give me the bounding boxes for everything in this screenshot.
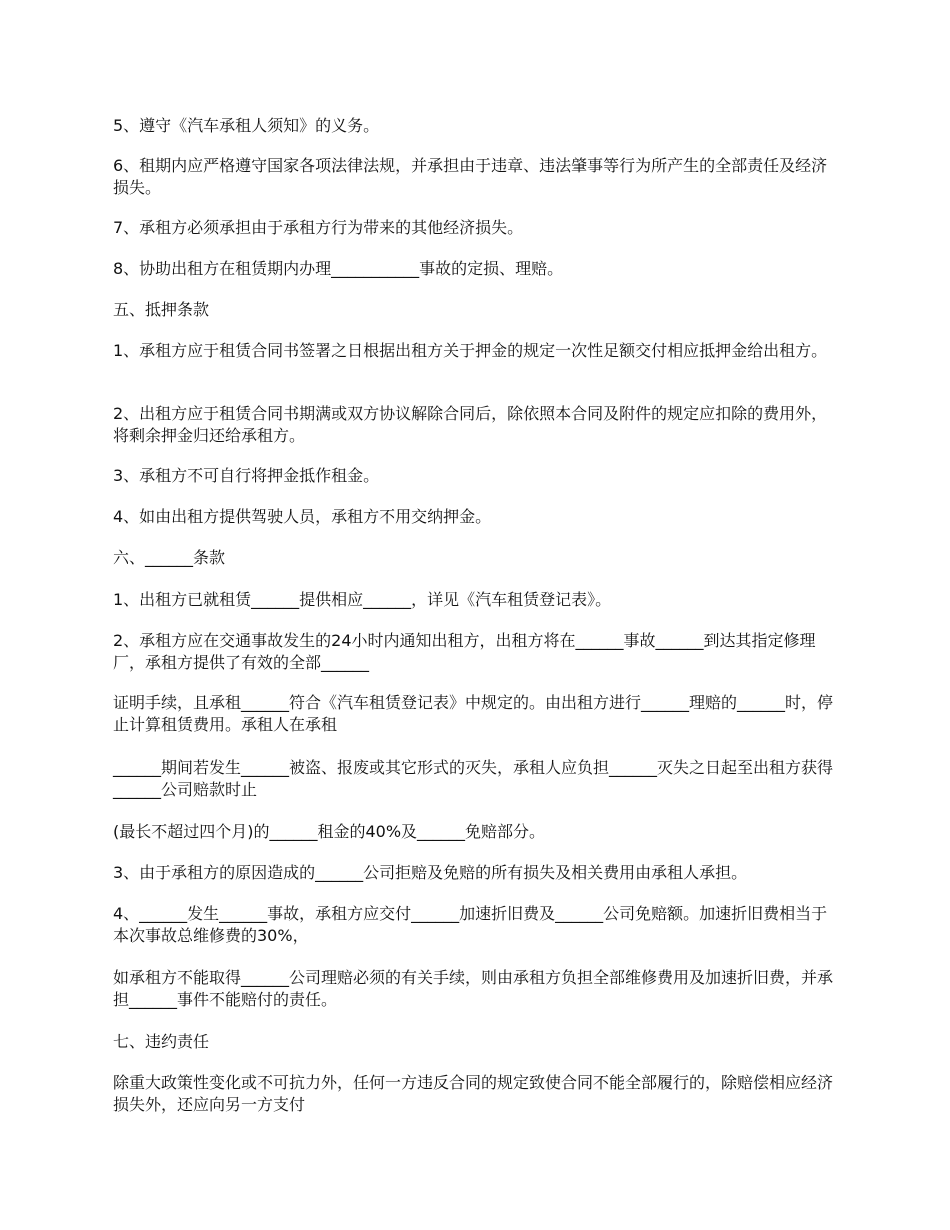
clause-5: 5、遵守《汽车承租人须知》的义务。	[113, 116, 380, 135]
insurance-clause-4-cont: 如承租方不能取得______公司理赔必须的有关手续，则由承租方负担全部维修费用及加速折旧费，并承担______事件不能赔付的责任。	[113, 968, 834, 1009]
clause-7: 7、承租方必须承担由于承租方行为带来的其他经济损失。	[113, 218, 524, 237]
deposit-clause-4: 4、如由出租方提供驾驶人员，承租方不用交纳押金。	[113, 507, 492, 526]
deposit-clause-2: 2、出租方应于租赁合同书期满或双方协议解除合同后，除依照本合同及附件的规定应扣除的费用外，将剩余押金归还给承租方。	[113, 404, 828, 445]
insurance-clause-2-cont-2: ______期间若发生______被盗、报废或其它形式的灭失，承租人应负担______灭失之日起至出租方获得______公司赔款时止	[113, 758, 834, 799]
clause-8: 8、协助出租方在租赁期内办理___________事故的定损、理赔。	[113, 259, 564, 278]
deposit-clause-3: 3、承租方不可自行将押金抵作租金。	[113, 466, 380, 485]
deposit-clause-1: 1、承租方应于租赁合同书签署之日根据出租方关于押金的规定一次性足额交付相应抵押金给出租方。	[113, 341, 828, 360]
section-heading-7: 七、违约责任	[113, 1032, 210, 1051]
insurance-clause-3: 3、由于承租方的原因造成的______公司拒赔及免赔的所有损失及相关费用由承租人承担。	[113, 863, 748, 882]
breach-clause: 除重大政策性变化或不可抗力外，任何一方违反合同的规定致使合同不能全部履行的，除赔偿相应经济损失外，还应向另一方支付	[113, 1073, 834, 1114]
clause-6: 6、租期内应严格遵守国家各项法律法规，并承担由于违章、违法肇事等行为所产生的全部责任及经济损失。	[113, 156, 828, 197]
insurance-clause-2-cont-3: (最长不超过四个月)的______租金的40%及______免赔部分。	[113, 822, 546, 841]
insurance-clause-4: 4、______发生______事故，承租方应交付______加速折旧费及______公司免赔额。加速折旧费相当于本次事故总维修费的30%，	[113, 904, 828, 945]
insurance-clause-2: 2、承租方应在交通事故发生的24小时内通知出租方，出租方将在______事故______到达其指定修理厂，承租方提供了有效的全部______	[113, 631, 816, 672]
insurance-clause-2-cont-1: 证明手续，且承租______符合《汽车租赁登记表》中规定的。由出租方进行______理赔的______时，停止计算租赁费用。承租人在承租	[113, 693, 834, 734]
section-heading-6: 六、______条款	[113, 548, 226, 567]
insurance-clause-1: 1、出租方已就租赁______提供相应______，详见《汽车租赁登记表》。	[113, 590, 612, 609]
section-heading-5: 五、抵押条款	[113, 300, 210, 319]
